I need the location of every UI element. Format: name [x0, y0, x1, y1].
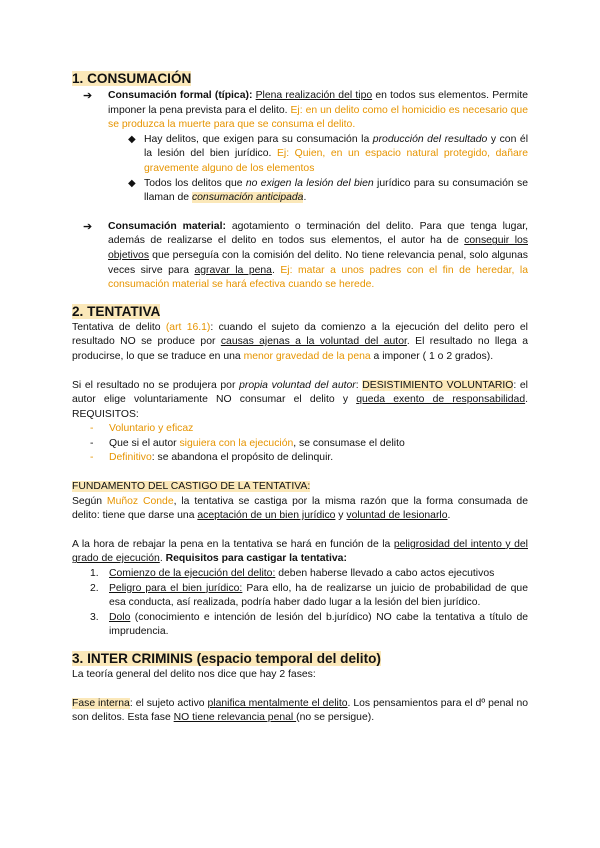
dash-bullet-icon: -	[90, 437, 94, 449]
section-heading-inter-criminis: 3. INTER CRIMINIS (espacio temporal del delito)	[72, 651, 381, 666]
section-heading-tentativa: 2. TENTATIVA	[72, 303, 161, 319]
paragraph-fundamento: Según Muñoz Conde, la tentativa se castiga por la misma razón que la forma consumada de delito: tiene que darse una aceptación de un bien jurídico y voluntad de lesionarlo.	[72, 495, 528, 522]
diamond-bullet-icon: ◆	[128, 177, 136, 189]
list-item-dolo: 3. Dolo (conocimiento e intención de lesión del b.jurídico) NO cabe la tentativa a título de imprudencia.	[90, 611, 528, 638]
section-heading-consumacion: 1. CONSUMACIÓN	[72, 71, 192, 86]
paragraph-fase-interna: Fase interna: el sujeto activo planifica mentalmente el delito. Los pensamientos para el dº penal no son delitos. Esta fase NO tiene relevancia penal (no se persigue).	[72, 697, 529, 724]
list-item-peligro-bien-juridico: 2. Peligro para el bien jurídico: Para ello, ha de realizarse un juicio de probabilidad de que esa conducta, así realizada, podría haber dado lugar a la lesión del bien jurídico.	[90, 582, 528, 609]
dash-bullet-icon: -	[90, 423, 94, 435]
paragraph-tentativa-definicion: Tentativa de delito (art 16.1): cuando el sujeto da comienzo a la ejecución del delito pero el resultado NO se produce por causas ajenas a la voluntad del autor. El resultado no llega a producirse, lo que se traduce en una menor gravedad de la pena a imponer ( 1 o 2 grados).	[72, 321, 528, 362]
list-item-produccion-resultado: ◆ Hay delitos, que exigen para su consumación la producción del resultado y con él la lesión del bien jurídico. Ej: Quien, en un espacio natural protegido, dañare gravemente alguno de los elementos	[128, 133, 528, 174]
arrow-bullet-icon: ➔	[83, 90, 93, 102]
list-item-comienzo-ejecucion: 1. Comienzo de la ejecución del delito: deben haberse llevado a cabo actos ejecutivos	[90, 568, 495, 580]
list-item-requisito-3: - Definitivo: se abandona el propósito de delinquir.	[72, 451, 528, 466]
subheading-fundamento: FUNDAMENTO DEL CASTIGO DE LA TENTATIVA:	[72, 481, 311, 493]
list-item-consumacion-anticipada: ◆ Todos los delitos que no exigen la lesión del bien jurídico para su consumación se llaman de consumación anticipada.	[128, 177, 528, 204]
paragraph-desistimiento: Si el resultado no se produjera por propia voluntad del autor: DESISTIMIENTO VOLUNTARIO: el autor elige voluntariamente NO consumar el delito y queda exento de responsabilidad. REQUISITOS:	[72, 379, 528, 420]
paragraph-rebaja-pena: A la hora de rebajar la pena en la tentativa se hará en función de la peligrosidad del intento y del grado de ejecución. Requisitos para castigar la tentativa:	[72, 538, 528, 565]
list-item-consumacion-material: ➔ Consumación material: agotamiento o terminación del delito. Para que tenga lugar, además de realizarse el delito en todos sus elementos, el autor ha de conseguir los objetivos que perseguía con la comisión del delito. No tiene relevancia penal, solo algunas veces sirve para agravar la pena. Ej: matar a unos padres con el fin de heredar, la consumación material se hará efectiva cuando se herede.	[83, 220, 528, 291]
list-item-consumacion-formal: ➔ Consumación formal (típica): Plena realización del tipo en todos sus elementos. Permite imponer la pena prevista para el delito. Ej: en un delito como el homicidio es necesario que se produzca la muerte para que se consuma el delito.	[83, 90, 528, 131]
list-item-requisito-1: - Voluntario y eficaz	[72, 422, 528, 437]
paragraph-fases-intro: La teoría general del delito nos dice que hay 2 fases:	[72, 669, 316, 680]
dash-bullet-icon: -	[90, 452, 94, 464]
diamond-bullet-icon: ◆	[128, 133, 136, 145]
list-item-requisito-2: - Que si el autor siguiera con la ejecución, se consumase el delito	[72, 437, 528, 452]
arrow-bullet-icon: ➔	[83, 220, 93, 233]
